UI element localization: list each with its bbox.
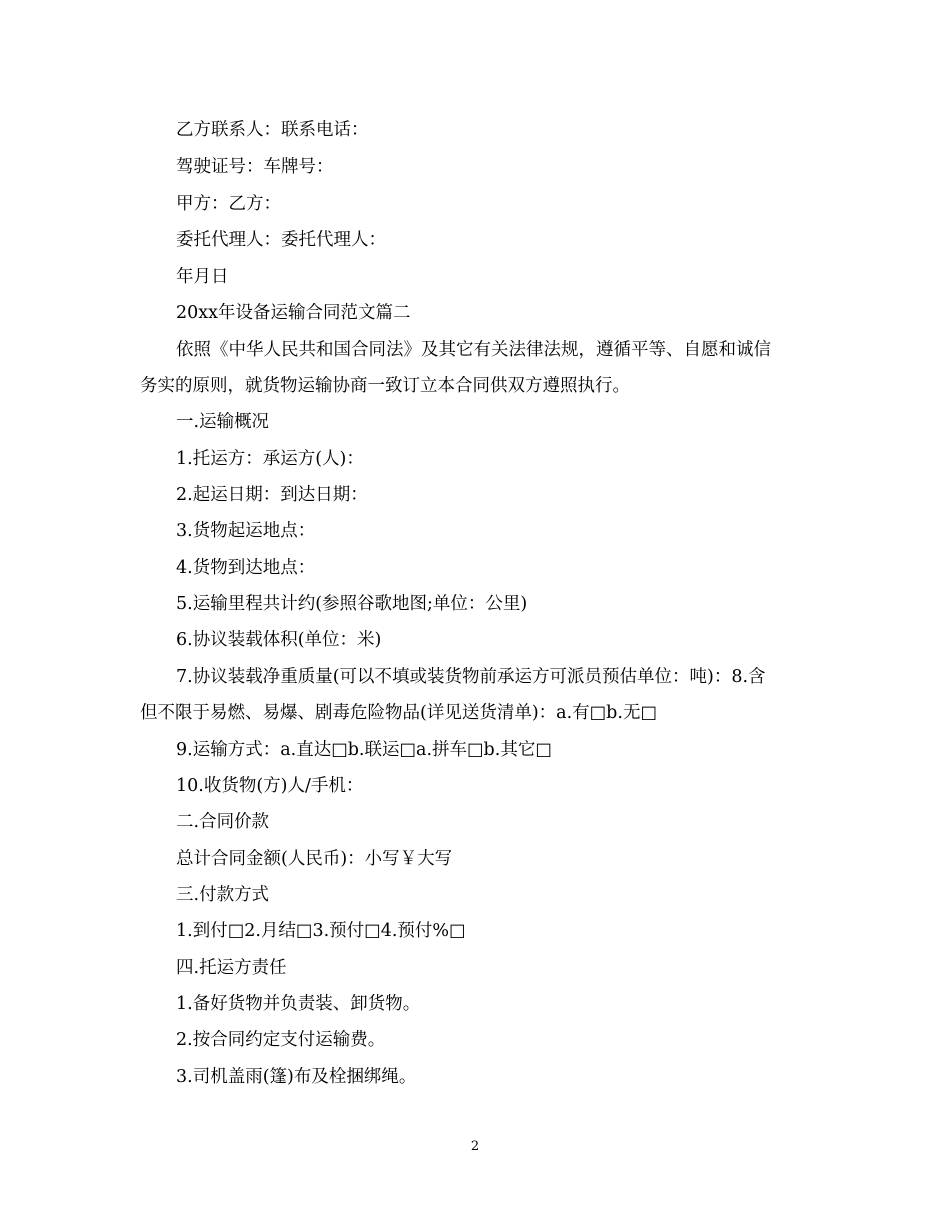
text-line: 2.按合同约定支付运输费。 — [176, 1030, 386, 1050]
text-line: 委托代理人：委托代理人： — [176, 230, 386, 250]
text-line: 5.运输里程共计约(参照谷歌地图;单位：公里) — [176, 594, 528, 614]
page-number: 2 — [470, 1139, 480, 1154]
text-line: 1.到付□2.月结□3.预付□4.预付%□ — [176, 921, 466, 941]
text-line: 7.协议装载净重质量(可以不填或装货物前承运方可派员预估单位：吨)：8.含 — [176, 667, 766, 687]
text-line: 甲方：乙方： — [176, 194, 281, 214]
section-title: 20xx年设备运输合同范文篇二 — [176, 303, 411, 323]
text-line: 4.货物到达地点： — [176, 558, 316, 578]
text-line: 但不限于易燃、易爆、剧毒危险物品(详见送货清单)：a.有□b.无□ — [140, 703, 657, 723]
text-line: 9.运输方式：a.直达□b.联运□a.拼车□b.其它□ — [176, 740, 552, 760]
section-heading: 三.付款方式 — [176, 885, 270, 905]
text-line: 2.起运日期：到达日期： — [176, 485, 368, 505]
text-line: 6.协议装载体积(单位：米) — [176, 630, 382, 650]
text-line: 乙方联系人：联系电话： — [176, 120, 369, 140]
section-heading: 二.合同价款 — [176, 812, 270, 832]
text-line: 总计合同金额(人民币)：小写￥大写 — [176, 849, 453, 869]
section-heading: 四.托运方责任 — [176, 958, 287, 978]
text-line: 3.货物起运地点： — [176, 521, 316, 541]
text-line: 3.司机盖雨(篷)布及栓捆绑绳。 — [176, 1067, 417, 1087]
text-line: 务实的原则，就货物运输协商一致订立本合同供双方遵照执行。 — [140, 376, 630, 396]
text-line: 依照《中华人民共和国合同法》及其它有关法律法规，遵循平等、自愿和诚信 — [176, 340, 771, 360]
section-heading: 一.运输概况 — [176, 412, 270, 432]
text-line: 年月日 — [176, 267, 229, 287]
text-line: 1.备好货物并负责装、卸货物。 — [176, 994, 421, 1014]
text-line: 1.托运方：承运方(人)： — [176, 449, 364, 469]
text-line: 10.收货物(方)人/手机： — [176, 776, 364, 796]
text-line: 驾驶证号：车牌号： — [176, 157, 334, 177]
